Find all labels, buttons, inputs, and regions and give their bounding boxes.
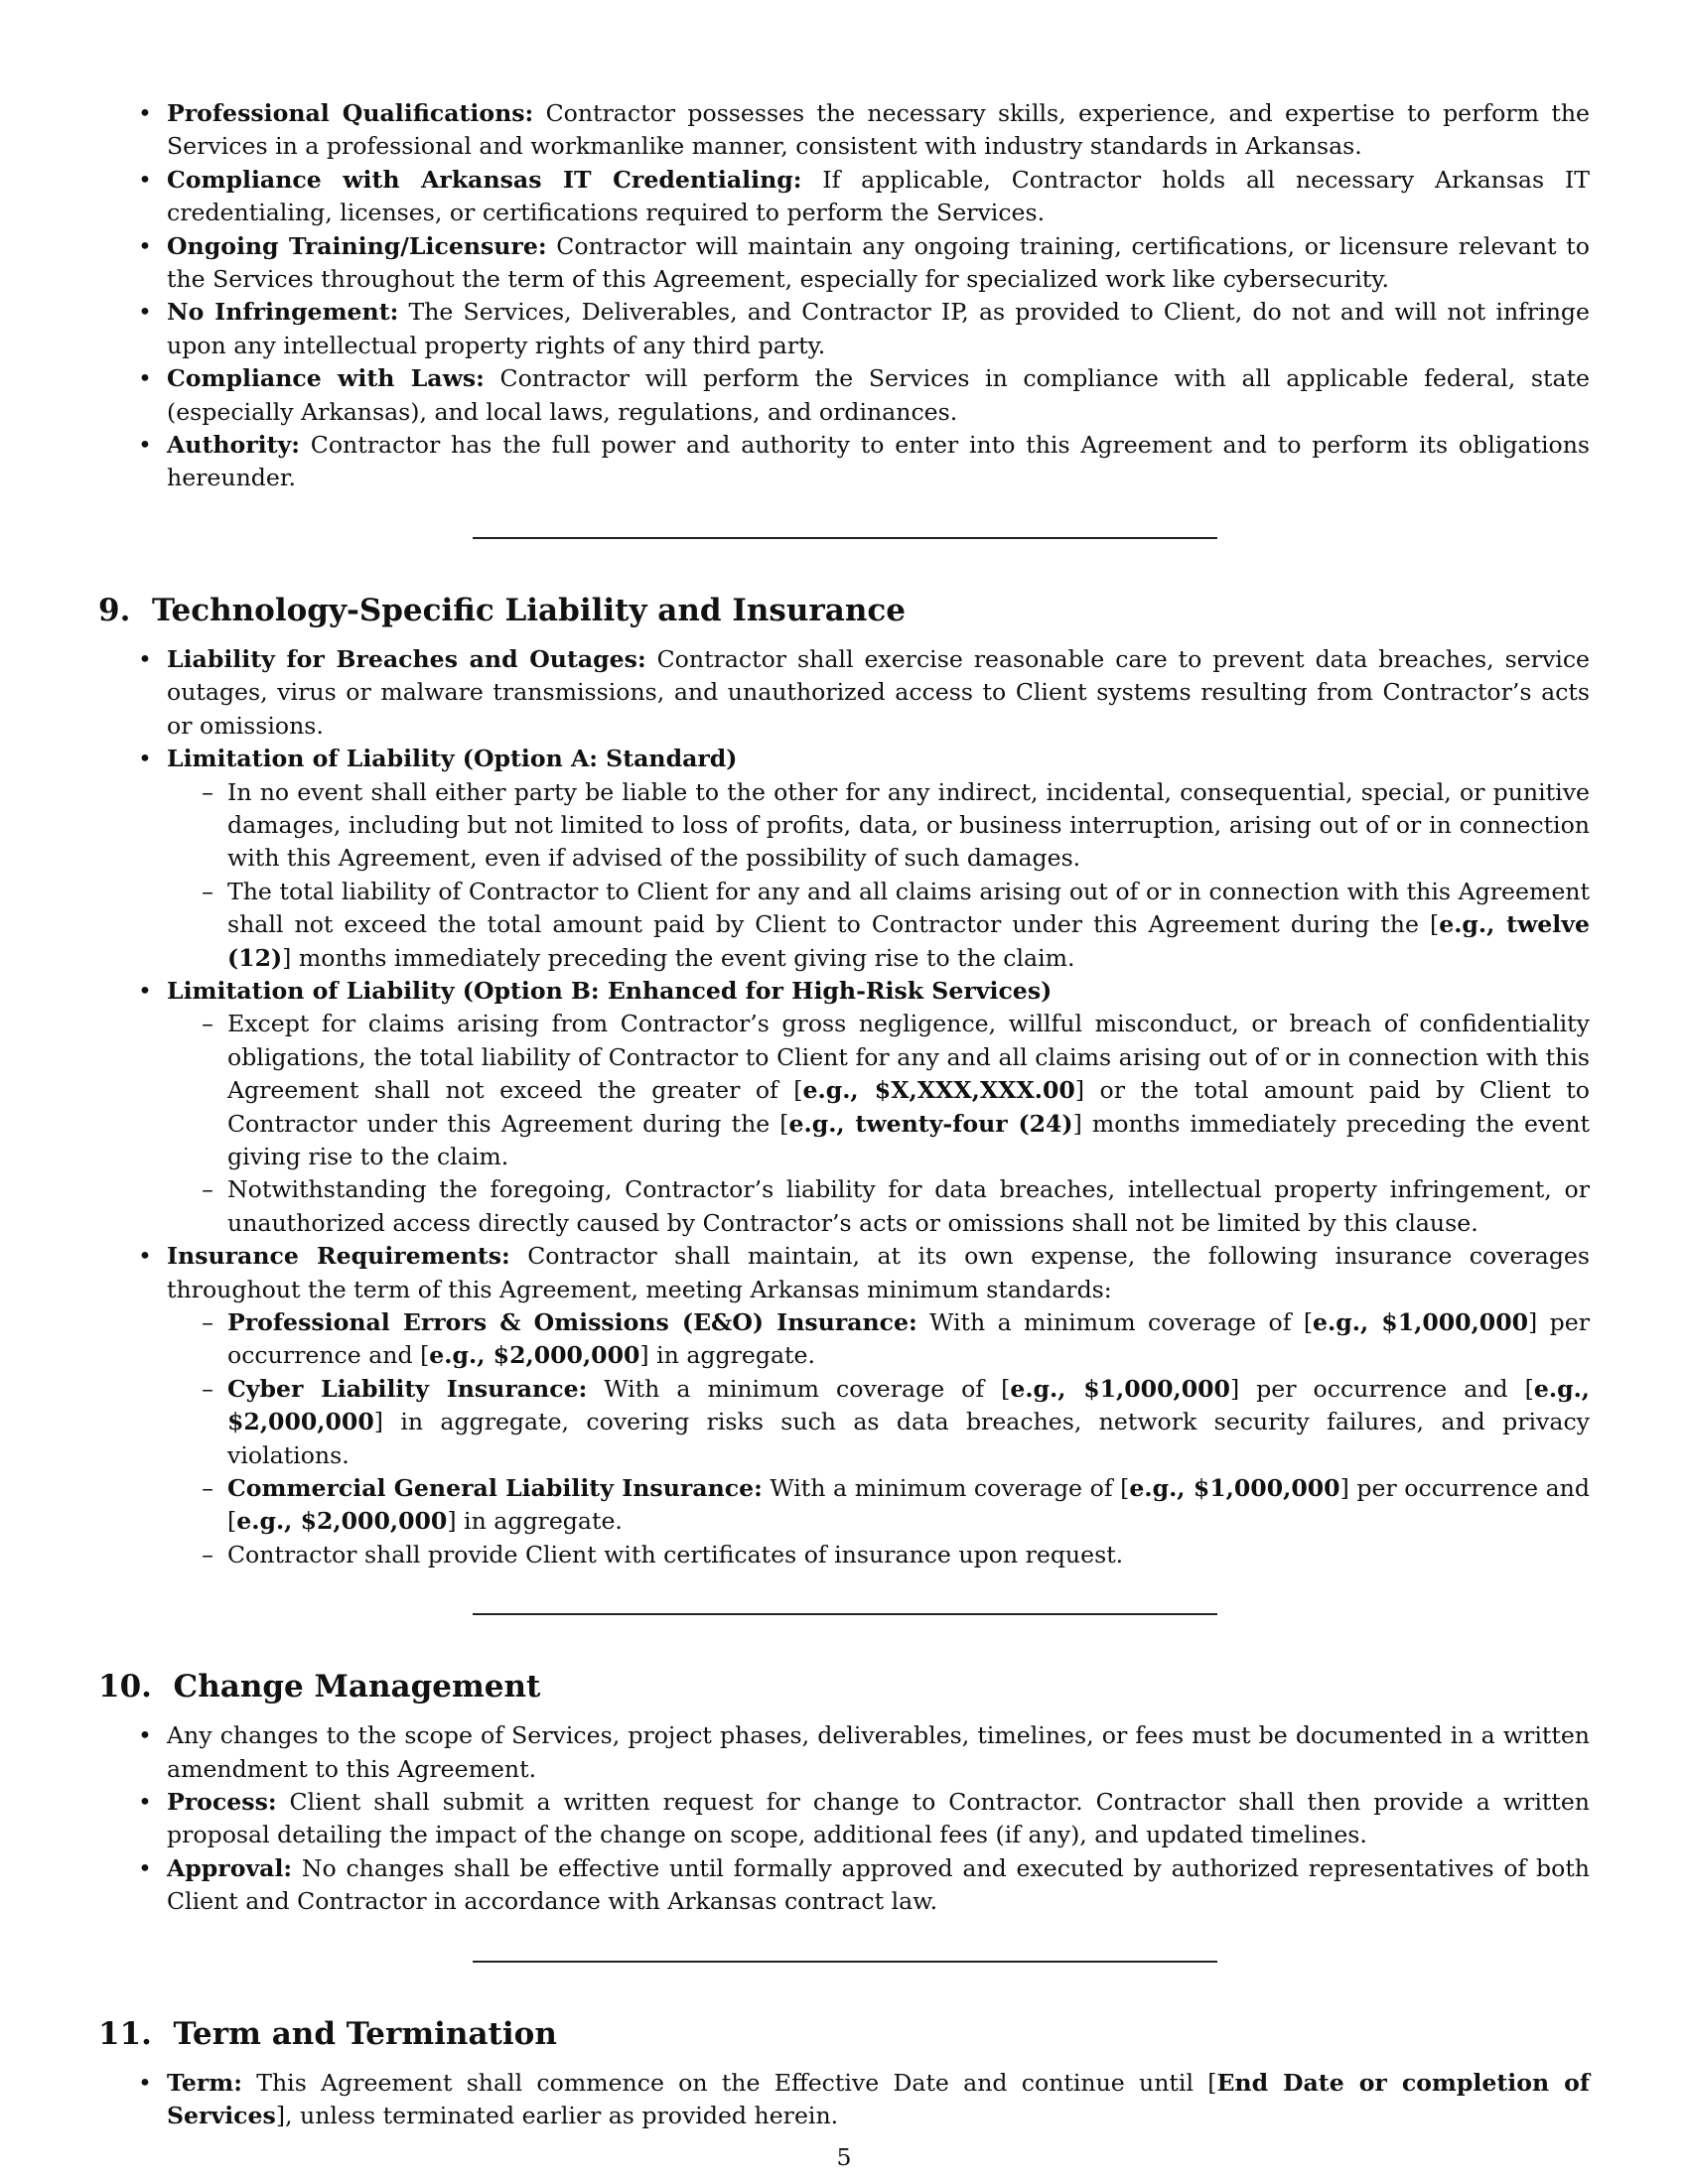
list-item: • Process: Client shall submit a written request for change to Contractor. Contractor shall then provide a written proposal detailing the impact of the change on scope, additional fees (if any), and updated timelines.	[138, 1788, 1590, 1849]
bullet-icon: •	[138, 431, 152, 460]
bullet-icon: •	[138, 298, 152, 327]
list-item: • Compliance with Laws: Contractor will perform the Services in compliance with all applicable federal, state (especially Arkansas), and local laws, regulations, and ordinances.	[138, 364, 1591, 426]
page-number: 5	[836, 2143, 852, 2171]
dash-icon: –	[202, 1474, 213, 1503]
bullet-icon: •	[138, 1853, 152, 1882]
horizontal-rule	[473, 537, 1217, 539]
dash-icon: –	[202, 1374, 213, 1403]
liability-list	[138, 643, 1590, 1571]
dash-icon: –	[202, 777, 213, 806]
dash-icon: –	[202, 1010, 213, 1038]
list-item: • Approval: No changes shall be effective until formally approved and executed by authorized representatives of both Client and Contractor in accordance with Arkansas contract law.	[138, 1853, 1590, 1916]
horizontal-rule	[473, 1613, 1217, 1615]
list-item: • Any changes to the scope of Services, project phases, deliverables, timelines, or fees must be documented in a written amendment to this Agreement.	[138, 1721, 1590, 1783]
list-item: • Compliance with Arkansas IT Credentialing: If applicable, Contractor holds all necessary Arkansas IT credentialing, licenses, or certifications required to perform the Services.	[138, 165, 1590, 227]
bullet-icon: •	[138, 976, 152, 1005]
sub-list	[167, 1008, 1590, 1240]
term-list	[138, 2067, 1590, 2133]
sub-list	[167, 776, 1590, 975]
sub-list-item: – The total liability of Contractor to Client for any and all claims arising out of or in connection with this Agreement shall not exceed the total amount paid by Client to Contractor under this Agreement during the [e.g., twelve (12)] months immediately preceding the event giving rise to the claim.	[227, 876, 1590, 975]
section-heading-9: 9. Technology-Specific Liability and Insurance	[98, 592, 906, 628]
bullet-icon: •	[138, 1721, 152, 1750]
list-item: • Ongoing Training/Licensure: Contractor will maintain any ongoing training, certifications, or licensure relevant to the Services throughout the term of this Agreement, especially for specialized work like cybersecurity.	[138, 231, 1590, 294]
section-heading-11: 11. Term and Termination	[98, 2015, 557, 2052]
list-item: • Professional Qualifications: Contractor possesses the necessary skills, experience, and expertise to perform the Services in a professional and workmanlike manner, consistent with industry standards in Arkansas.	[138, 99, 1590, 161]
warranties-list	[138, 97, 1591, 495]
change-management-list	[138, 1719, 1590, 1918]
page-content	[98, 97, 1591, 2133]
horizontal-rule	[473, 1961, 1217, 1963]
bullet-icon: •	[138, 745, 152, 773]
sub-list-item: – Notwithstanding the foregoing, Contractor’s liability for data breaches, intellectual property infringement, or unauthorized access directly caused by Contractor’s acts or omissions shall not be limited by this clause.	[227, 1173, 1590, 1240]
section-divider	[167, 1919, 1590, 2014]
sub-list	[167, 1306, 1590, 1571]
sub-list-item: – In no event shall either party be liable to the other for any indirect, incidental, consequential, special, or punitive damages, including but not limited to loss of profits, data, or business interruption, arising out of or in connection with this Agreement, even if advised of the possibility of such damages.	[227, 776, 1590, 876]
dash-icon: –	[202, 1175, 213, 1204]
list-item: • No Infringement: The Services, Deliverables, and Contractor IP, as provided to Client, do not and will not infringe upon any intellectual property rights of any third party.	[138, 298, 1590, 359]
sub-list-item: – Except for claims arising from Contractor’s gross negligence, willful misconduct, or breach of confidentiality obligations, the total liability of Contractor to Client for any and all claims arising out of or in connection with this Agreement shall not exceed the greater of [e.g., $X,XXX,XXX.00] or the total amount paid by Client to Contractor under this Agreement during the [e.g., twenty-four (24)] months immediately preceding the event giving rise to the claim.	[227, 1008, 1590, 1173]
sub-list-item: – Professional Errors & Omissions (E&O) Insurance: With a minimum coverage of [e.g., $1,000,000] per occurrence and [e.g., $2,000,000] in aggregate.	[227, 1306, 1590, 1373]
bullet-icon: •	[138, 1242, 152, 1271]
bullet-icon: •	[138, 231, 152, 260]
list-item: • Liability for Breaches and Outages: Contractor shall exercise reasonable care to prevent data breaches, service outages, virus or malware transmissions, and unauthorized access to Client systems resulting from Contractor’s acts or omissions.	[138, 644, 1590, 740]
bullet-icon: •	[138, 165, 152, 194]
list-item: • Term: This Agreement shall commence on the Effective Date and continue until [End Date or completion of Services], unless terminated earlier as provided herein.	[138, 2068, 1590, 2130]
sub-list-item: – Cyber Liability Insurance: With a minimum coverage of [e.g., $1,000,000] per occurrence and [e.g., $2,000,000] in aggregate, covering risks such as data breaches, network security failures, and privacy violations.	[227, 1373, 1590, 1472]
section-divider	[167, 1571, 1590, 1667]
bullet-icon: •	[138, 99, 152, 127]
sub-list-item: – Contractor shall provide Client with certificates of insurance upon request.	[227, 1539, 1590, 1571]
sub-list-item: – Commercial General Liability Insurance: With a minimum coverage of [e.g., $1,000,000] per occurrence and [e.g., $2,000,000] in aggregate.	[227, 1472, 1590, 1539]
bullet-icon: •	[138, 644, 152, 673]
section-heading-10: 10. Change Management	[98, 1669, 541, 1706]
list-item: • Limitation of Liability (Option B: Enhanced for High-Risk Services) – Except for claims arising from Contractor’s gross negligence, willful misconduct, or breach of confidentiality obligations, the total liability of Contractor to Client for any and all claims arising out of or in connection with this Agreement shall not exceed the greater of [e.g., $X,XXX,XXX.00] or the total amount paid by Client to Contractor under this Agreement during the [e.g., twenty-four (24)] months immediately preceding the event giving rise to the claim. – Notwithstanding the foregoing, Contractor’s liability for data breaches, intellectual property infringement, or unauthorized access directly caused by Contractor’s acts or omissions shall not be limited by this clause.	[167, 975, 1590, 1240]
list-item: • Authority: Contractor has the full power and authority to enter into this Agreement and to perform its obligations hereunder.	[138, 431, 1590, 492]
bullet-icon: •	[138, 2068, 152, 2097]
dash-icon: –	[202, 1308, 213, 1336]
dash-icon: –	[202, 1540, 213, 1569]
dash-icon: –	[202, 877, 213, 905]
bullet-icon: •	[138, 364, 152, 393]
section-divider	[167, 495, 1590, 591]
bullet-icon: •	[138, 1788, 152, 1817]
list-item: • Limitation of Liability (Option A: Standard) – In no event shall either party be liable to the other for any indirect, incidental, consequential, special, or punitive damages, including but not limited to loss of profits, data, or business interruption, arising out of or in connection with this Agreement, even if advised of the possibility of such damages. – The total liability of Contractor to Client for any and all claims arising out of or in connection with this Agreement shall not exceed the total amount paid by Client to Contractor under this Agreement during the [e.g., twelve (12)] months immediately preceding the event giving rise to the claim.	[167, 743, 1590, 975]
list-item: • Insurance Requirements: Contractor shall maintain, at its own expense, the following insurance coverages throughout the term of this Agreement, meeting Arkansas minimum standards: – Professional Errors & Omissions (E&O) Insurance: With a minimum coverage of [e.g., $1,000,000] per occurrence and [e.g., $2,000,000] in aggregate. – Cyber Liability Insurance: With a minimum coverage of [e.g., $1,000,000] per occurrence and [e.g., $2,000,000] in aggregate, covering risks such as data breaches, network security failures, and privacy violations. – Commercial General Liability Insurance: With a minimum coverage of [e.g., $1,000,000] per occurrence and [e.g., $2,000,000] in aggregate. – Contractor shall provide Client with certificates of insurance upon request.	[167, 1240, 1590, 1571]
